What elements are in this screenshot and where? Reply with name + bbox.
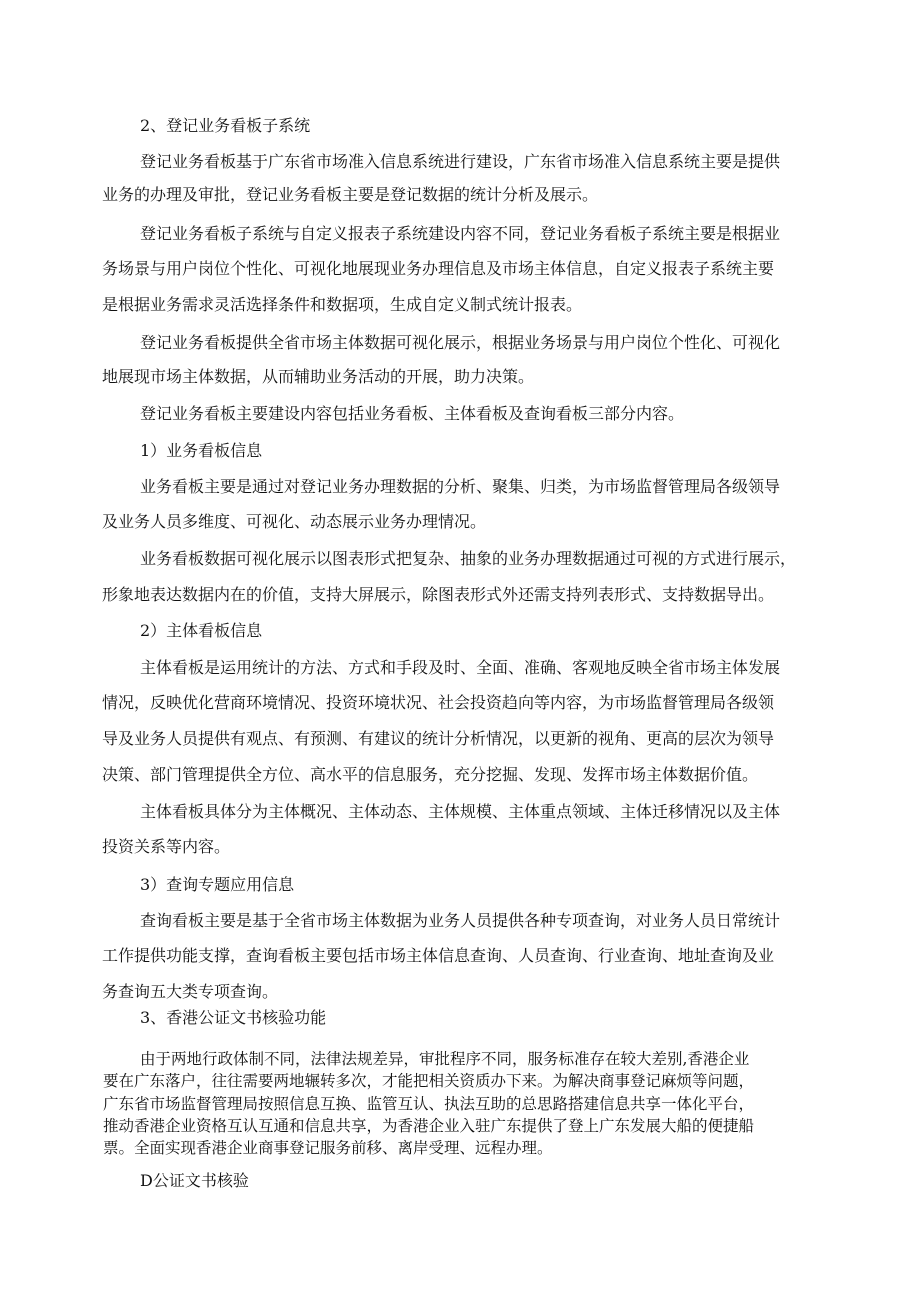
text-line: 主体看板是运用统计的方法、方式和手段及时、全面、准确、客观地反映全省市场主体发展: [140, 658, 781, 677]
text-line: 业务看板数据可视化展示以图表形式把复杂、抽象的业务办理数据通过可视的方式进行展示，: [140, 549, 797, 568]
section-heading-3: 3、香港公证文书核验功能: [140, 1008, 327, 1027]
subheading-2: 2）主体看板信息: [140, 621, 263, 640]
text-line: 登记业务看板子系统与自定义报表子系统建设内容不同，登记业务看板子系统主要是根据业: [140, 224, 781, 243]
text-line: 业务看板主要是通过对登记业务办理数据的分析、聚集、归类，为市场监督管理局各级领导: [140, 477, 781, 496]
section-heading-2: 2、登记业务看板子系统: [140, 116, 311, 135]
subheading-3: 3）查询专题应用信息: [140, 875, 295, 894]
text-line: 导及业务人员提供有观点、有预测、有建议的统计分析情况，以更新的视角、更高的层次为领导: [102, 729, 775, 748]
text-line: 登记业务看板基于广东省市场准入信息系统进行建设，广东省市场准入信息系统主要是提供: [140, 152, 781, 171]
text-line: 由于两地行政体制不同，法律法规差异，审批程序不同，服务标准存在较大差别,香港企业: [140, 1050, 750, 1068]
subheading-1: 1）业务看板信息: [140, 441, 263, 460]
text-line: 是根据业务需求灵活选择条件和数据项，生成自定义制式统计报表。: [102, 295, 583, 314]
text-line: 工作提供功能支撑，查询看板主要包括市场主体信息查询、人员查询、行业查询、地址查询及业: [102, 946, 775, 965]
text-line: 形象地表达数据内在的价值，支持大屏展示，除图表形式外还需支持列表形式、支持数据导出。: [102, 585, 775, 604]
text-line: 推动香港企业资格互认互通和信息共享，为香港企业入驻广东提供了登上广东发展大船的便捷船: [103, 1117, 755, 1135]
text-line: 投资关系等内容。: [102, 837, 231, 856]
text-line: 登记业务看板提供全省市场主体数据可视化展示，根据业务场景与用户岗位个性化、可视化: [140, 333, 781, 352]
text-line: 要在广东落户，往往需要两地辗转多次，才能把相关资质办下来。为解决商事登记麻烦等问题，: [103, 1072, 755, 1090]
text-line: 地展现市场主体数据，从而辅助业务活动的开展，助力决策。: [102, 367, 535, 386]
text-line: 业务的办理及审批，登记业务看板主要是登记数据的统计分析及展示。: [102, 185, 599, 204]
text-line: 主体看板具体分为主体概况、主体动态、主体规模、主体重点领域、主体迁移情况以及主体: [140, 802, 781, 821]
text-line: 登记业务看板主要建设内容包括业务看板、主体看板及查询看板三部分内容。: [140, 404, 685, 423]
text-line: 广东省市场监督管理局按照信息互换、监管互认、执法互助的总思路搭建信息共享一体化平台，: [103, 1095, 755, 1113]
text-line: 查询看板主要是基于全省市场主体数据为业务人员提供各种专项查询，对业务人员日常统计: [140, 911, 781, 930]
text-line: 情况，反映优化营商环境情况、投资环境状况、社会投资趋向等内容，为市场监督管理局各级领: [102, 693, 775, 712]
text-line: 及业务人员多维度、可视化、动态展示业务办理情况。: [102, 512, 487, 531]
text-line: 务查询五大类专项查询。: [102, 982, 279, 1001]
text-line: 务场景与用户岗位个性化、可视化地展现业务办理信息及市场主体信息，自定义报表子系统主要: [102, 259, 775, 278]
text-line: 票。全面实现香港企业商事登记服务前移、离岸受理、远程办理。: [103, 1139, 553, 1157]
text-line: 决策、部门管理提供全方位、高水平的信息服务，充分挖掘、发现、发挥市场主体数据价值。: [102, 765, 759, 784]
subheading-4: D公证文书核验: [140, 1171, 249, 1190]
